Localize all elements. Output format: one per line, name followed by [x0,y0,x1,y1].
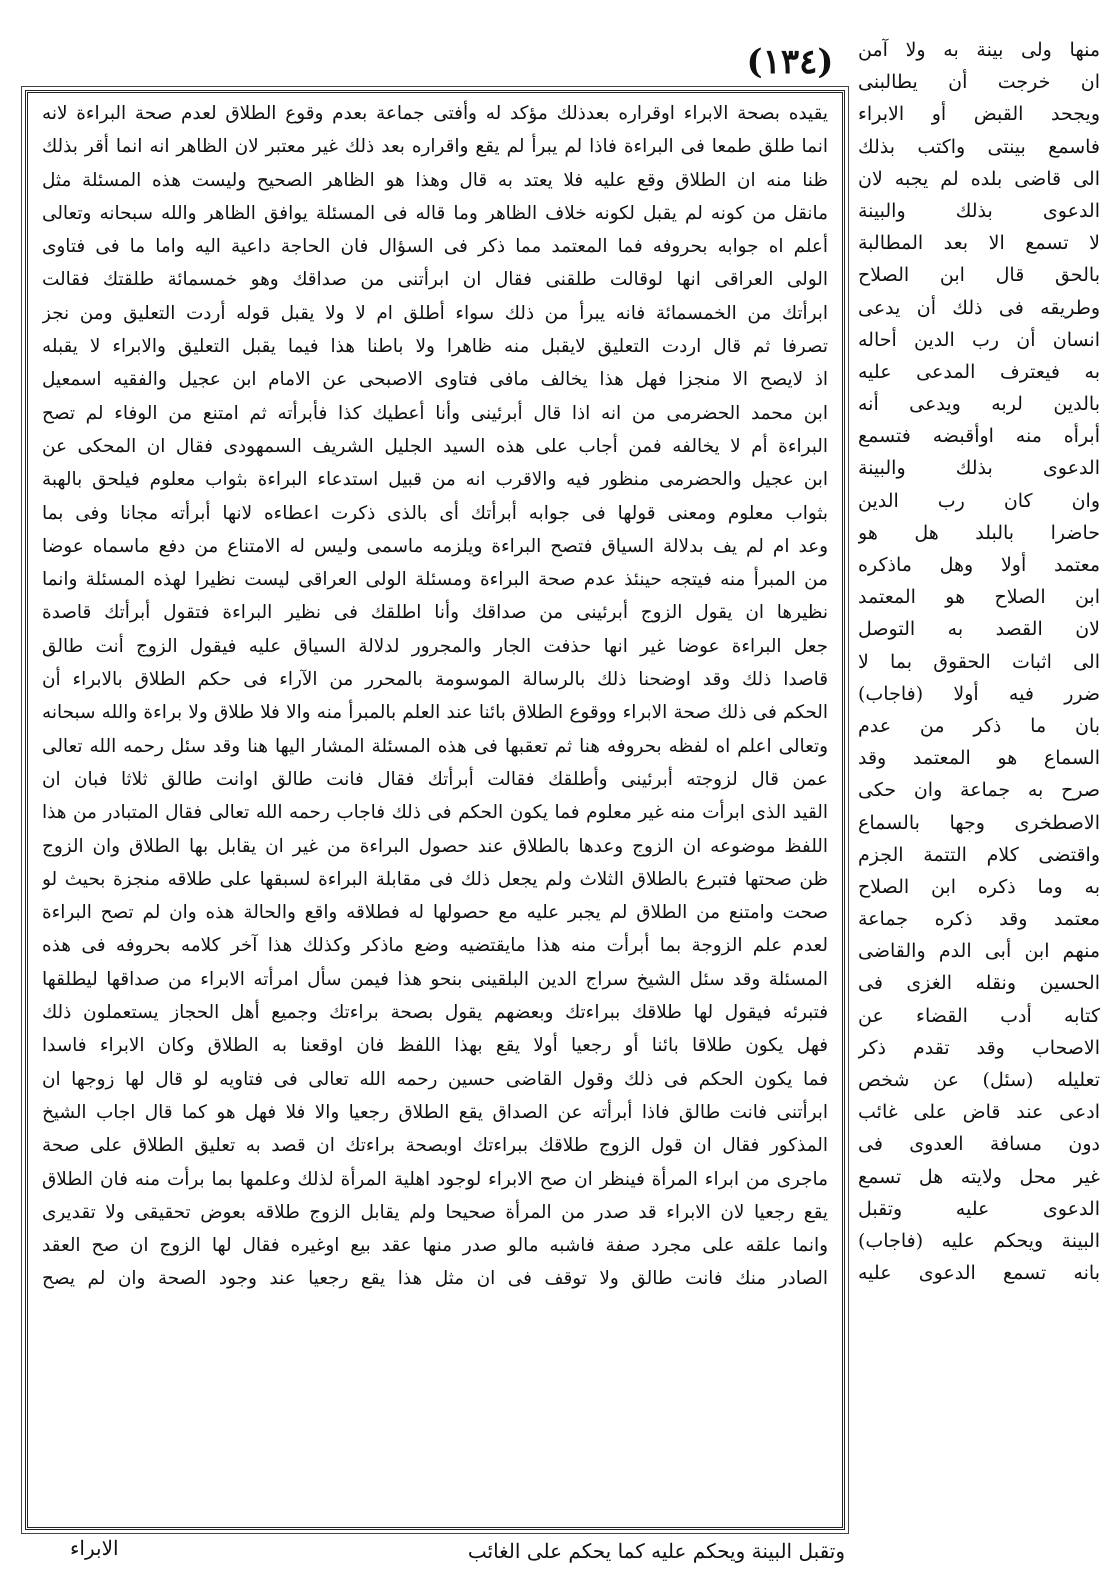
main-text-line: الصادر منك فانت طالق ولا توقف فى ان مثل هذا يقع رجعيا عند وجود الصحة وان لم يصح [42,1268,828,1290]
main-text-line: انما طلق طمعا فى البراءة فاذا لم يبرأ لم يقع واقراره بعد ذلك غير معتبر لان الظاهر انه انما أقر بذلك [42,136,828,158]
main-text-line: البراءة أم لا يخالفه فمن أجاب على هذه السيد الجليل الشريف السمهودى فقال ان المحكى عن [42,435,828,457]
margin-text-line: ابن الصلاح هو المعتمد [858,586,1100,609]
margin-text-line: بان ما ذكر من عدم [858,714,1100,737]
main-text-line: المسئلة وقد سئل الشيخ سراج الدين البلقينى بنحو هذا فيمن سأل امرأته الابراء من صداقها ليطلقها [42,968,828,990]
main-text-line: ابرأتنى فانت طالق فاذا أبرأته عن الصداق يقع الطلاق رجعيا والا فلا فهل هو كما قال اجاب الشيخ [42,1101,828,1123]
margin-text-line: منهم ابن أبى الدم والقاضى [858,940,1100,963]
margin-text-line: وان كان رب الدين [858,489,1100,512]
margin-commentary [858,34,1100,1544]
margin-text-line: منها ولى بينة به ولا آمن [858,39,1100,61]
margin-text-line: الاصطخرى وجها بالسماع [858,811,1100,834]
margin-text-line: لا تسمع الا بعد المطالبة [858,232,1100,255]
main-text-line: الحكم فى ذلك صحة الابراء ووقوع الطلاق بائنا عند العلم بالمبرأ منه والا فلا طلاق ولا براءة والله سبحانه [42,702,828,724]
margin-text-line: الى اثبات الحقوق بما لا [858,650,1100,673]
margin-text-line: ضرر فيه أولا (فاجاب) [858,682,1100,705]
main-text-line: الولى العراقى انها لوقالت طلقنى فقال ان ابرأتنى من صداقك وهو خمسمائة طلقتك فقالت [42,269,828,291]
main-text-line: يقع رجعيا لان الابراء قد صدر من المرأة صحيحا ولم يقابل الزوج طلاقه بعوض تحقيقى ولا تقديرى [42,1201,828,1223]
margin-text-line: بالحق قال ابن الصلاح [858,264,1100,287]
main-text-line: فهل يكون طلاقا بائنا أو رجعيا أولا يقع بهذا اللفظ فان اوقعنا به الطلاق وكان الابراء فاسدا [42,1035,828,1057]
main-text-line: ظنا منه ان الطلاق وقع عليه فلا يعتد به قال وهذا هو الظاهر الصحيح وليست هذه المسئلة مثل [42,169,828,191]
main-text-continuation: وتقبل البينة ويحكم عليه كما يحكم على الغائب [467,1539,845,1563]
main-text-line: ظن صحتها فتبرع بالطلاق الثلاث ولم يجعل ذلك فى مقابلة البراءة لسبقها على طلاقه منجزة بحيث لو [42,868,828,890]
margin-text-line: فاسمع بينتى واكتب بذلك [858,135,1100,158]
margin-text-line: حاضرا بالبلد هل هو [858,521,1100,544]
main-text-line: وانما علقه على مجرد صفة فاشبه مالو صدر منها عقد بيع اوغيره فقال لها الزوج ان صح العقد [42,1235,828,1257]
margin-text-line: الدعوى بذلك والبينة [858,199,1100,222]
margin-text-line: تعليله (سئل) عن شخص [858,1069,1100,1091]
main-text-body [28,97,842,1527]
margin-text-line: الى قاضى بلده لم يجبه لان [858,167,1100,190]
main-text-line: ابن محمد الحضرمى من انه اذا قال أبرئينى وأنا أعطيك كذا فأبرأته ثم امتنع من الوفاء لم تصح [42,402,828,424]
margin-text-line: واقتضى كلام التتمة الجزم [858,843,1100,866]
margin-text-line: كتابه أدب القضاء عن [858,1004,1100,1027]
margin-text-line: الدعوى عليه وتقبل [858,1197,1100,1220]
main-text-line: وعد ام لم يف بدلالة السياق فتصح البراءة ويلزمه ماسمى وليس له الامتناع من دفع ماسماه عوضا [42,535,828,557]
main-text-line: يقيده بصحة الابراء اوقراره بعدذلك مؤكد له وأفتى جماعة بعدم وقوع الطلاق لعدم صحة البراءة لانه [42,103,828,124]
margin-text-line: ان خرجت أن يطالبنى [858,71,1100,94]
margin-text-line: السماع هو المعتمد وقد [858,747,1100,770]
main-text-line: لعدم علم الزوجة بما أبرأت منه هذا مايقتضيه وضع ماذكر وكذلك هذا آخر كلامه بحروفه فى هذه [42,935,828,957]
main-text-line: عمن قال لزوجته أبرئينى وأطلقك فقالت أبرأتك فقال فانت طالق اوانت طالق ثلاثا فبان ان [42,768,828,790]
margin-text-line: أبرأه منه اوأقبضه فتسمع [858,425,1100,448]
main-text-line: المذكور فقال ان قول الزوج طلاقك ببراءتك اوبصحة براءتك ان قصد به تعليق الطلاق على صحة [42,1135,828,1157]
main-text-line: صحت وامتنع من الطلاق لم يجبر عليه مع حصولها له فطلاقه واقع والحالة هذه وان لم تصح البراءة [42,902,828,924]
margin-text-line: به فيعترف المدعى عليه [858,360,1100,383]
main-text-line: القيد الذى ابرأت منه غير معلوم فما يكون الحكم فى ذلك فاجاب رحمه الله تعالى فقال المتبادر من هذا [42,802,828,824]
margin-text-line: الحسين ونقله الغزى فى [858,972,1100,995]
main-text-line: اللفظ موضوعه ان الزوج وعدها بالطلاق عند حصول البراءة من غير ان يقابل بها الطلاق وان الزوج [42,835,828,857]
main-text-line: فما يكون الحكم فى ذلك وقول القاضى حسين رحمه الله تعالى فى فتاويه لو قال لها زوجها ان [42,1068,828,1090]
margin-text-line: غير محل ولايته هل تسمع [858,1165,1100,1188]
margin-text-line: انسان أن رب الدين أحاله [858,328,1100,351]
page-number: (١٣٤) [746,42,834,82]
margin-text-line: الاصحاب وقد تقدم ذكر [858,1036,1100,1059]
catchword: الابراء [70,1536,119,1560]
margin-text-line: بانه تسمع الدعوى عليه [858,1262,1100,1285]
margin-text-line: به وما ذكره ابن الصلاح [858,875,1100,898]
margin-text-line: ادعى عند قاض على غائب [858,1101,1100,1124]
main-text-line: اذ لايصح الا منجزا فهل هذا يخالف مافى فتاوى الاصبحى عن الامام ابن عجيل والفقيه اسمعيل [42,369,828,391]
margin-text-line: البينة ويحكم عليه (فاجاب) [858,1229,1100,1252]
margin-text-line: ويجحد القبض أو الابراء [858,103,1100,126]
main-text-line: فتبرئه فيقول لها طلاقك ببراءتك وبعضهم يقول بصحة براءتك وجميع أهل الحجاز يستعملون ذلك [42,1002,828,1024]
main-text-frame [25,90,845,1530]
main-text-line: بثواب معلوم ومعنى قولها فى جوابه أبرأتك أى بالذى ذكرت اعطاءه لانها أبرأته مجانا وفى بما [42,502,828,524]
margin-text-line: وطريقه فى ذلك أن يدعى [858,296,1100,319]
main-text-line: من المبرأ منه فيتجه حينئذ عدم صحة البراءة ومسئلة الولى العراقى ليست نظيرا لهذه المسئلة وانما [42,569,828,591]
main-text-line: ماجرى من ابراء المرأة فينظر ان صح الابراء لوجود اهلية المرأة لذلك وعلمها بما برأت منه فان الطلاق [42,1168,828,1190]
margin-text-line: الدعوى بذلك والبينة [858,457,1100,480]
main-text-line: قاصدا ذلك وقد اوضحنا ذلك بالرسالة الموسومة بالمحرر من الآراء فى حكم الطلاق بالابراء أن [42,669,828,691]
main-text-line: نظيرها ان يقول الزوج أبرئينى من صداقك وأنا اطلقك فى نظير البراءة فتقول أبرأتك قاصدة [42,602,828,624]
main-text-line: أعلم اه جوابه بحروفه فما المعتمد مما ذكر فى السؤال فان الحاجة داعية اليه واما ما فى فتاوى [42,236,828,258]
margin-text-line: صرح به جماعة وان حكى [858,779,1100,802]
margin-text-line: معتمد وقد ذكره جماعة [858,908,1100,931]
margin-text-line: معتمد أولا وهل ماذكره [858,554,1100,576]
main-text-line: مانقل من كونه لم يقبل لكونه خلاف الظاهر وما قاله فى المسئلة يوافق الظاهر والله سبحانه وتعالى [42,202,828,224]
main-text-line: تصرفا ثم قال اردت التعليق لايقبل منه ظاهرا ولا باطنا هذا فيما يقبل التعليق والابراء لا يقبله [42,336,828,358]
margin-text-line: دون مسافة العدوى فى [858,1133,1100,1156]
margin-text-line: لان القصد به التوصل [858,618,1100,641]
main-text-line: جعل البراءة عوضا غير انها حذفت الجار والمجرور لدلالة السياق عليه فيقول الزوج أنت طالق [42,635,828,657]
main-text-line: ابن عجيل والحضرمى منظور فيه والاقرب انه من قبيل استدعاء البراءة بثواب معلوم فيلحق بالهبة [42,469,828,491]
margin-text-line: بالدين لربه ويدعى أنه [858,393,1100,416]
main-text-line: ابرأتك من الخمسمائة فانه يبرأ من ذلك سواء أطلق ام لا ولا يقبل قوله أردت التعليق ومن نجز [42,302,828,324]
main-text-line: وتعالى اعلم اه لفظه بحروفه هنا ثم تعقبها فى هذه المسئلة المشار اليها هنا وقد سئل رحمه الله تعالى [42,735,828,757]
